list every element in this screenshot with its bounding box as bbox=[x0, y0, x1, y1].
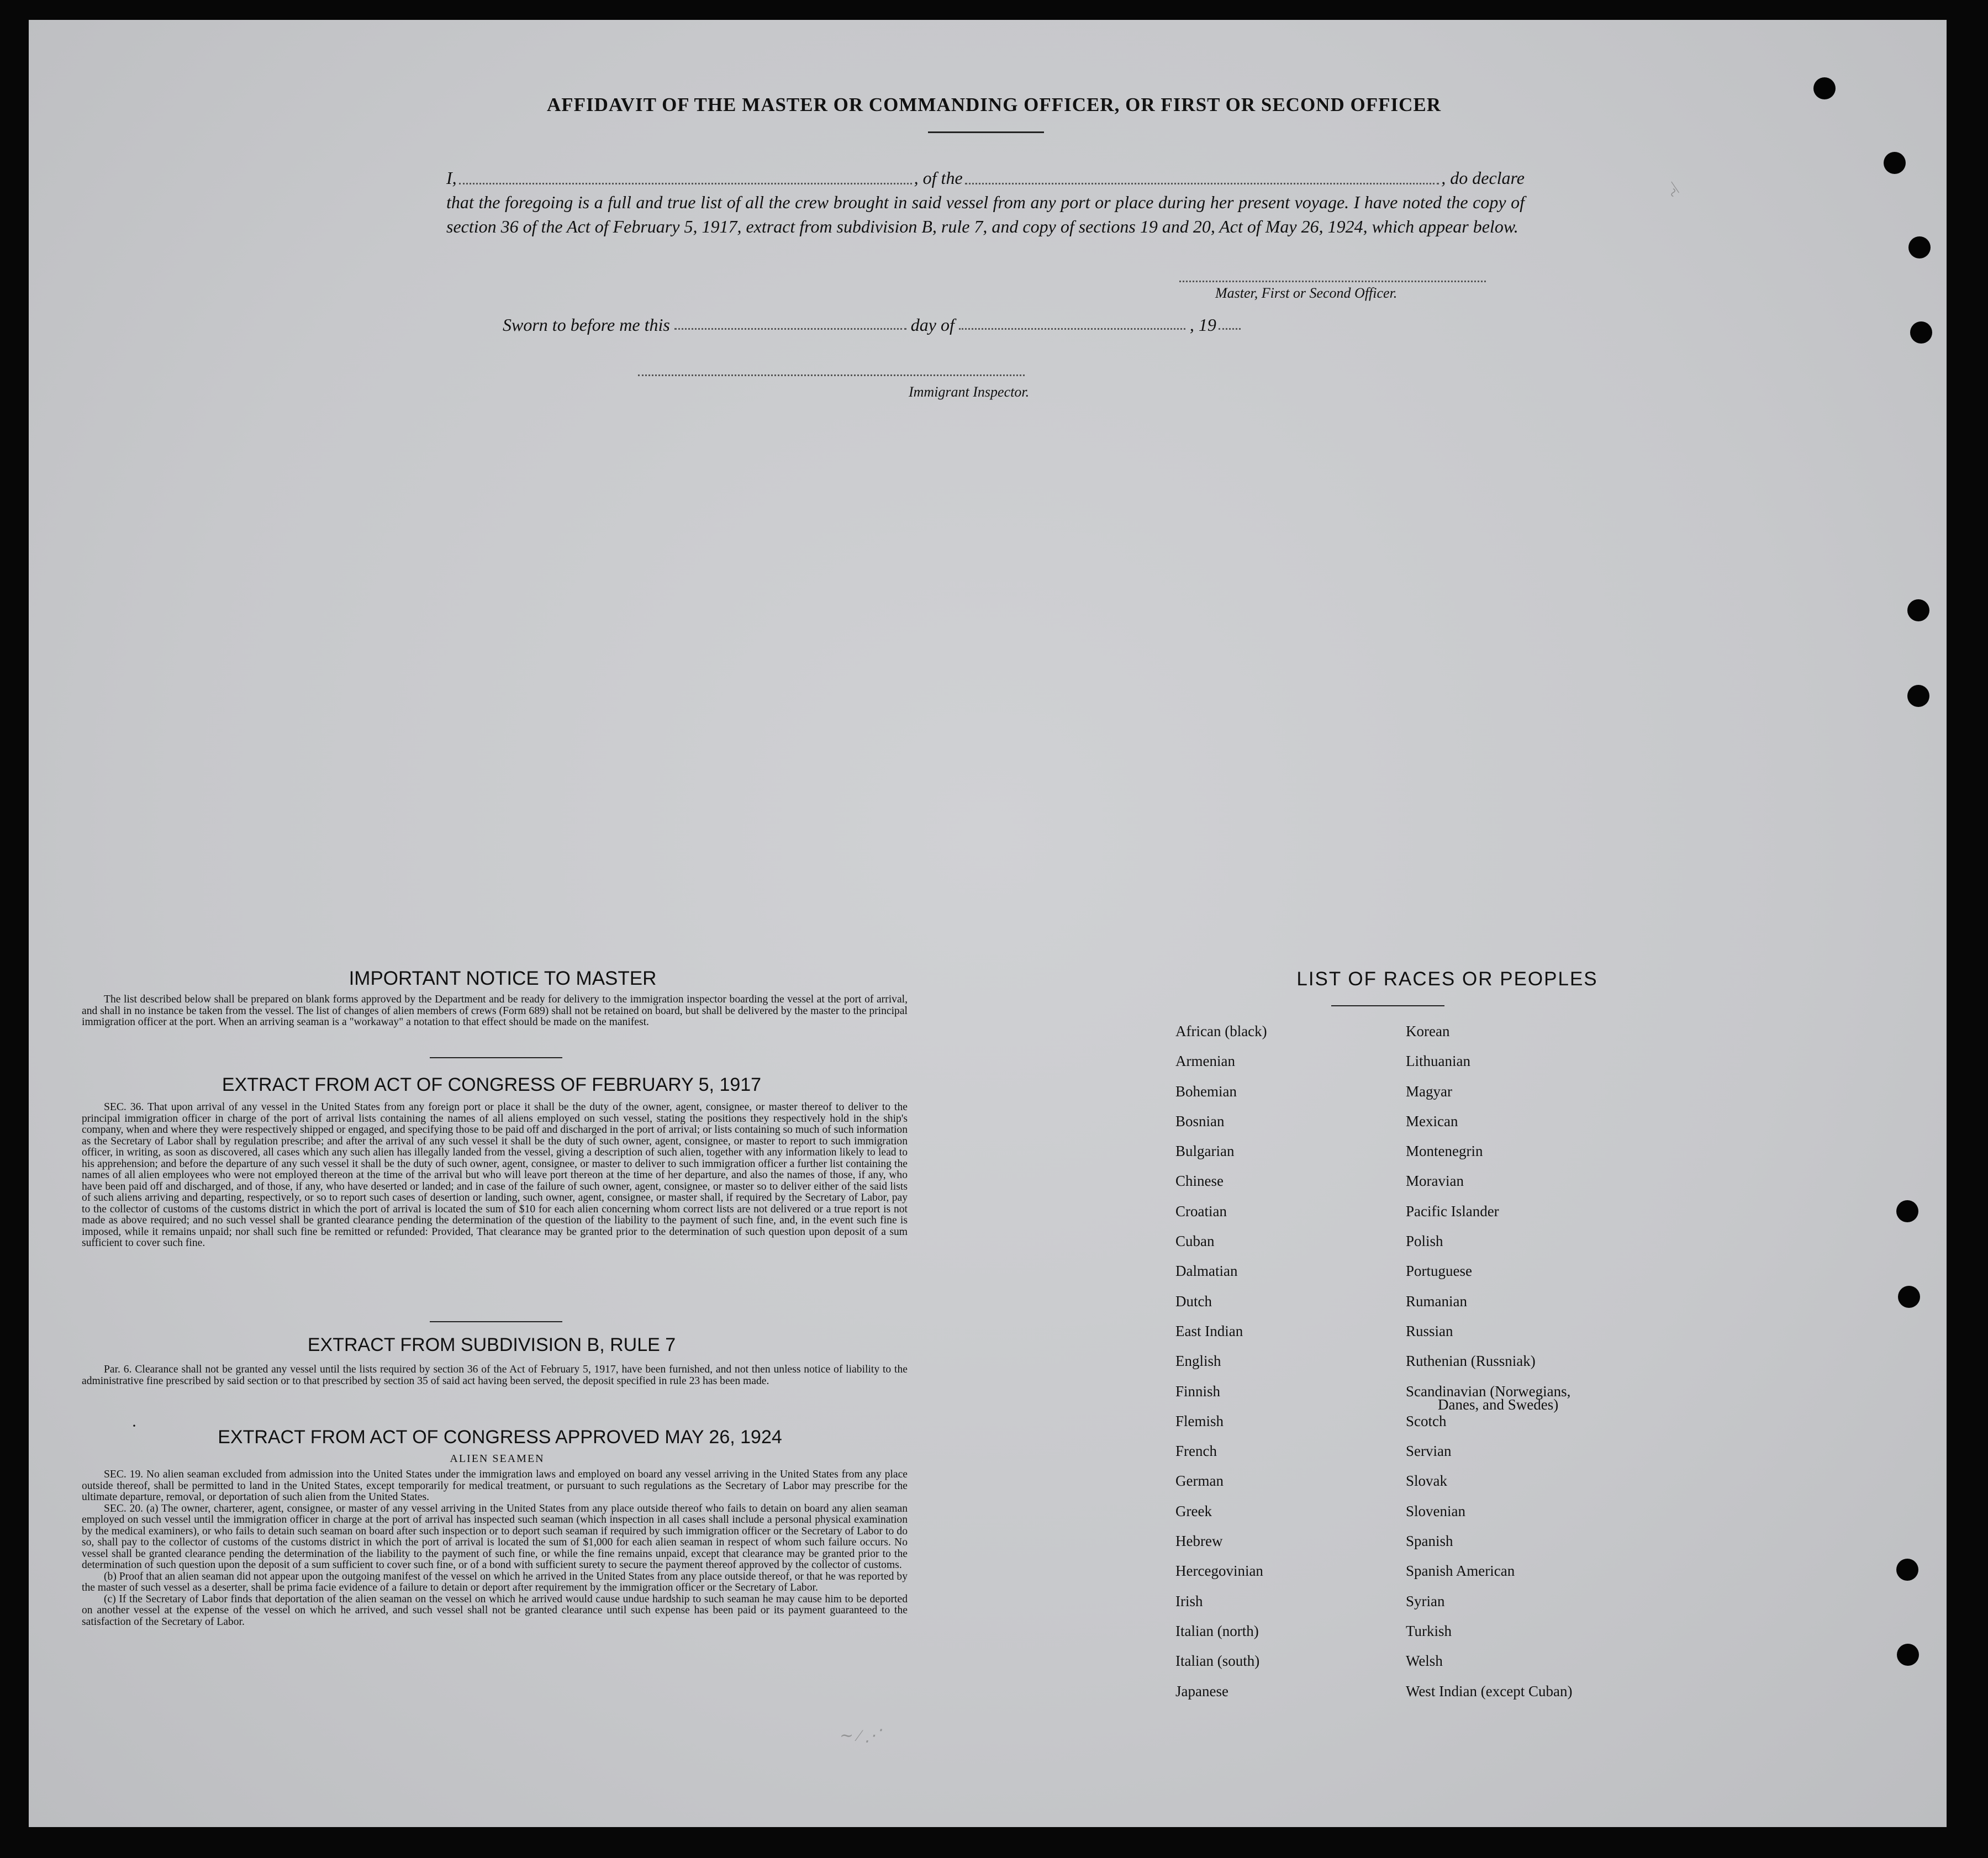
extract-rule7-paragraph: Par. 6. Clearance shall not be granted any vessel until the lists required by section 36 of the Act of February 5, 1917, have been furnished, and not then unless notice of liability to the administrative fine prescribed by said section or to that prescribed by section 35 of said act having been served, the deposit specified in rule 23 has been made. bbox=[82, 1364, 908, 1387]
divider bbox=[928, 131, 1044, 133]
race-item: Mexican bbox=[1406, 1112, 1458, 1129]
race-item: Cuban bbox=[1175, 1233, 1215, 1250]
race-item: German bbox=[1175, 1472, 1224, 1490]
race-item: Montenegrin bbox=[1406, 1143, 1483, 1160]
binder-hole bbox=[1898, 1286, 1920, 1308]
binder-hole bbox=[1896, 1200, 1918, 1222]
race-item-text: Scandinavian (Norwegians, bbox=[1406, 1382, 1571, 1400]
day-of-label: day of bbox=[910, 315, 955, 335]
race-item: Dutch bbox=[1175, 1292, 1212, 1310]
divider bbox=[430, 1057, 562, 1058]
master-signature-field[interactable] bbox=[1179, 281, 1486, 282]
race-item: Irish bbox=[1175, 1592, 1203, 1609]
extract-1917-text bbox=[82, 1102, 908, 1249]
year-prefix: , 19 bbox=[1189, 315, 1216, 335]
declaration-text: that the foregoing is a full and true list of all the crew brought in said vessel from any port or place during her present voyage. I have noted the copy of section 36 of the Act of February 5, 1917, extract from subdivision B, rule 7, and copy of sections 19 and 20, Act of May 26, 1924, which appear below. bbox=[446, 192, 1525, 236]
master-label: Master, First or Second Officer. bbox=[1215, 285, 1398, 301]
race-item: African (black) bbox=[1175, 1023, 1267, 1039]
sworn-month-field[interactable] bbox=[959, 328, 1185, 330]
sworn-year-field[interactable] bbox=[1219, 328, 1241, 330]
i-prefix: I, bbox=[446, 168, 457, 188]
extract-1924-title: EXTRACT FROM ACT OF CONGRESS APPROVED MAY 26, 1924 bbox=[218, 1427, 782, 1448]
pencil-mark: ∼ ⁄ ⋰ bbox=[840, 1727, 882, 1745]
binder-hole bbox=[1910, 321, 1932, 344]
race-item: Bohemian bbox=[1175, 1083, 1237, 1100]
inspector-label: Immigrant Inspector. bbox=[909, 384, 1030, 400]
notice-paragraph: The list described below shall be prepared on blank forms approved by the Department and be ready for delivery to the immigration inspector boarding the vessel at the port of arrival, and shall in no instance be taken from the vessel. The list of changes of alien members of crews (Form 689) shall not be retained on board, but shall be delivered by the master to the principal immigration officer at the port. When an arriving seaman is a "workaway" a notation to that effect should be made on the manifest. bbox=[82, 994, 908, 1028]
extract-1917-paragraph: SEC. 36. That upon arrival of any vessel in the United States from any foreign port or place it shall be the duty of the owner, agent, consignee, or master thereof to deliver to the principal immigration officer in charge of the port of arrival lists containing the names of all aliens employed on such vessel, stating the positions they respectively hold in the ship's company, when and where they were respectively shipped or engaged, and specifying those to be paid off and discharged in the port of arrival; or lists containing so much of such information as the Secretary of Labor shall by regulation prescribe; and after the arrival of any such vessel it shall be the duty of such owner, agent, consignee, or master to report to such immigration officer, in writing, as soon as discovered, all cases which any such alien has illegally landed from the vessel, giving a description of such alien, together with any information likely to lead to his apprehension; and before the departure of any such vessel it shall be the duty of such owner, agent, consignee, or master to deliver to such immigration officer a further list containing the names of all alien employees who were not employed thereon at the time of the arrival but who will leave port thereon at the time of her departure, and also the names of those, if any, who have been paid off and discharged, and of those, if any, who have deserted or landed; and in case of the failure of such owner, agent, consignee, or master so to deliver either of the said lists of such aliens arriving and departing, respectively, or so to report such cases of desertion or landing, such owner, agent, consignee, or master shall, if required by the Secretary of Labor, pay to the collector of customs of the customs district in which the port of arrival is located the sum of $10 for each alien concerning whom correct lists are not delivered or a true report is not made as above required; and no such vessel shall be granted clearance pending the determination of the question of the liability to the payment of such fine, and, in the event such fine is imposed, while it remains unpaid; nor shall such fine be remitted or refunded: Provided, That clearance may be granted prior to the determination of such question upon deposit of a sum sufficient to cover such fine. bbox=[82, 1101, 908, 1249]
extract-1924-text bbox=[82, 1469, 908, 1628]
race-item: Slovenian bbox=[1406, 1502, 1465, 1519]
race-item: Rumanian bbox=[1406, 1292, 1467, 1310]
name-field[interactable] bbox=[459, 183, 912, 184]
binder-hole bbox=[1907, 599, 1929, 621]
extract-1924-sec20b: (b) Proof that an alien seaman did not appear upon the outgoing manifest of the vessel on which he arrived in the United States from any place outside thereof, or that he was reported by the master of such vessel as a deserter, shall be prima facie evidence of a failure to detain or deport after requirement by the immigration officer or the Secretary of Labor. bbox=[82, 1570, 908, 1593]
race-item: Syrian bbox=[1406, 1592, 1445, 1609]
divider bbox=[430, 1321, 562, 1322]
race-item: French bbox=[1175, 1443, 1217, 1460]
race-item: Hebrew bbox=[1175, 1533, 1223, 1550]
binder-hole bbox=[1907, 685, 1929, 707]
races-column-2 bbox=[1406, 1023, 1572, 1713]
race-item: Armenian bbox=[1175, 1053, 1235, 1070]
race-item: Bulgarian bbox=[1175, 1143, 1235, 1160]
race-item: English bbox=[1175, 1353, 1221, 1370]
vessel-field[interactable] bbox=[965, 183, 1439, 184]
race-item: Finnish bbox=[1175, 1382, 1221, 1400]
stray-mark: · bbox=[131, 1417, 137, 1435]
race-item: West Indian (except Cuban) bbox=[1406, 1682, 1573, 1699]
sworn-day-field[interactable] bbox=[674, 328, 906, 330]
race-item: Chinese bbox=[1175, 1173, 1224, 1190]
do-declare-label: , do declare bbox=[1441, 168, 1525, 188]
of-the-label: , of the bbox=[914, 168, 963, 188]
race-item: Pacific Islander bbox=[1406, 1202, 1499, 1220]
race-item: Bosnian bbox=[1175, 1112, 1225, 1129]
race-item: East Indian bbox=[1175, 1322, 1243, 1339]
alien-seamen-subtitle: ALIEN SEAMEN bbox=[450, 1453, 545, 1465]
race-item: Spanish bbox=[1406, 1533, 1453, 1550]
race-item: Hercegovinian bbox=[1175, 1563, 1263, 1580]
extract-1924-sec20c: (c) If the Secretary of Labor finds that deportation of the alien seaman on the vessel on which he arrived would cause undue hardship to such seaman he may cause him to be deported on another vessel at the expense of the vessel on which he arrived, and such vessel shall not be granted clearance until such expense has been paid or its payment guaranteed to the satisfaction of the Secretary of Labor. bbox=[82, 1593, 908, 1628]
extract-1924-sec20a: SEC. 20. (a) The owner, charterer, agent, consignee, or master of any vessel arriving in the United States from any place outside thereof who fails to detain on board any alien seaman employed on such vessel until the immigration officer in charge at the port of arrival has inspected such seaman (which inspection in all cases shall include a personal physical examination by the medical examiners), or who fails to detain such seaman on board after such inspection or to deport such seaman if required by such immigration officer or the Secretary of Labor to do so, shall pay to the collector of customs of the customs district in which the port of arrival is located the sum of $1,000 for each alien seaman in respect of whom such failure occurs. No vessel shall be granted clearance pending the determination of the liability to the payment of such fine, or while the fine remains unpaid, except that clearance may be granted prior to the determination of such question upon the deposit of a sum sufficient to cover such fine, or of a bond with sufficient surety to secure the payment thereof approved by the collector of customs. bbox=[82, 1502, 908, 1571]
race-item: Korean bbox=[1406, 1023, 1450, 1039]
races-column-1 bbox=[1175, 1023, 1267, 1713]
extract-rule7-text bbox=[82, 1364, 908, 1387]
race-item: Welsh bbox=[1406, 1653, 1443, 1670]
notice-title: IMPORTANT NOTICE TO MASTER bbox=[349, 968, 657, 989]
race-item: Ruthenian (Russniak) bbox=[1406, 1353, 1536, 1370]
binder-hole bbox=[1908, 236, 1931, 258]
race-item: Flemish bbox=[1175, 1412, 1224, 1429]
binder-hole bbox=[1897, 1644, 1919, 1666]
extract-1924-sec19: SEC. 19. No alien seaman excluded from admission into the United States under the immigration laws and employed on board any vessel arriving in the United States from any place outside thereof, shall be permitted to land in the United States, except temporarily for medical treatment, or pursuant to such regulations as the Secretary of Labor may prescribe for the ultimate departure, removal, or deportation of such alien from the United States. bbox=[82, 1469, 908, 1503]
extract-1917-title: EXTRACT FROM ACT OF CONGRESS OF FEBRUARY 5, 1917 bbox=[222, 1074, 762, 1095]
race-item: Croatian bbox=[1175, 1202, 1227, 1220]
binder-hole bbox=[1896, 1559, 1918, 1581]
race-item: Portuguese bbox=[1406, 1263, 1472, 1280]
race-item: Lithuanian bbox=[1406, 1053, 1470, 1070]
extract-rule7-title: EXTRACT FROM SUBDIVISION B, RULE 7 bbox=[307, 1334, 676, 1355]
pencil-mark: ~⁄ bbox=[1663, 183, 1685, 200]
race-item: Servian bbox=[1406, 1443, 1452, 1460]
notice-text bbox=[82, 994, 908, 1028]
inspector-signature-field[interactable] bbox=[638, 374, 1025, 376]
race-item-continuation: Danes, and Swedes) bbox=[1438, 1396, 1559, 1413]
race-item: Russian bbox=[1406, 1322, 1453, 1339]
race-item: Scotch bbox=[1406, 1412, 1447, 1429]
race-item: Greek bbox=[1175, 1502, 1212, 1519]
race-item: Moravian bbox=[1406, 1173, 1464, 1190]
race-item bbox=[1406, 1383, 1572, 1413]
race-item: Spanish American bbox=[1406, 1563, 1515, 1580]
races-title: LIST OF RACES OR PEOPLES bbox=[1296, 968, 1598, 990]
race-item: Japanese bbox=[1175, 1682, 1228, 1699]
declaration-block bbox=[446, 166, 1525, 239]
race-item: Italian (north) bbox=[1175, 1622, 1259, 1639]
affidavit-title: AFFIDAVIT OF THE MASTER OR COMMANDING OFFICER, OR FIRST OR SECOND OFFICER bbox=[547, 94, 1441, 115]
race-item: Slovak bbox=[1406, 1472, 1448, 1490]
sworn-line bbox=[503, 315, 1276, 335]
sworn-prefix: Sworn to before me this bbox=[503, 315, 670, 335]
race-item: Polish bbox=[1406, 1233, 1443, 1250]
race-item: Turkish bbox=[1406, 1622, 1452, 1639]
race-item: Magyar bbox=[1406, 1083, 1452, 1100]
binder-hole bbox=[1884, 152, 1906, 174]
race-item: Dalmatian bbox=[1175, 1263, 1238, 1280]
race-item: Italian (south) bbox=[1175, 1653, 1260, 1670]
divider bbox=[1331, 1005, 1444, 1006]
